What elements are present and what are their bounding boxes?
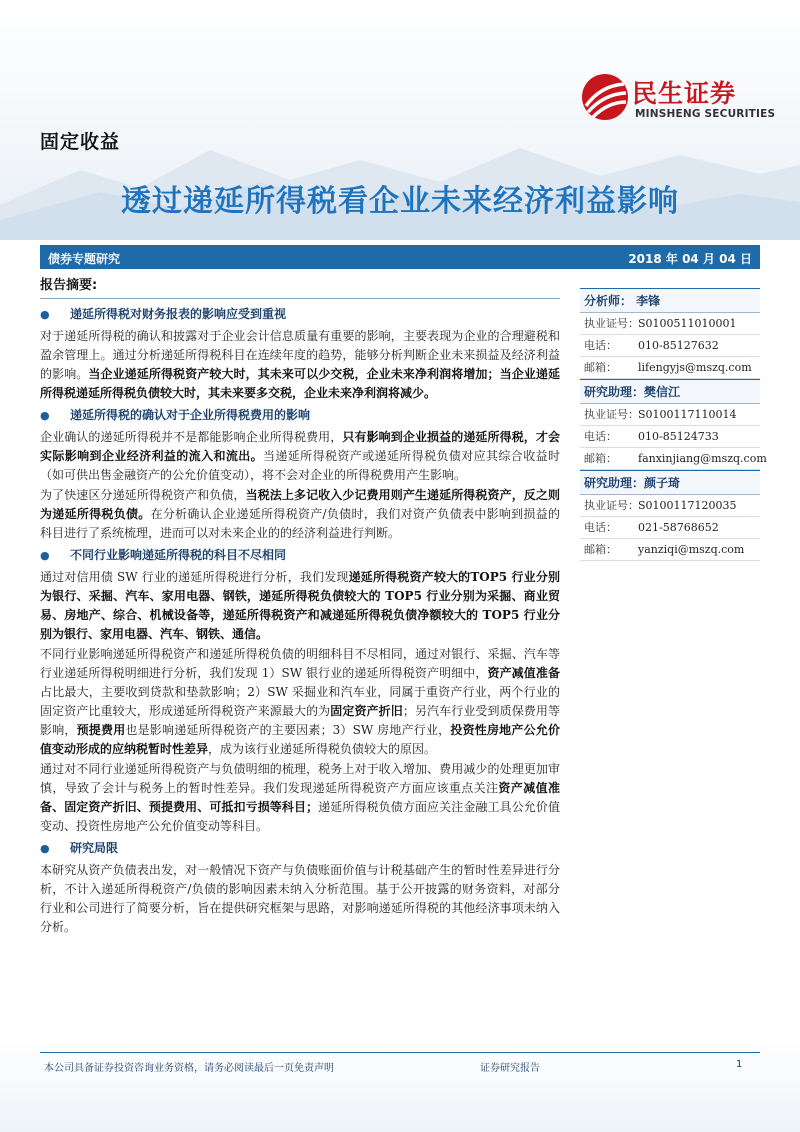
report-category: 固定收益 [40,131,121,153]
info-label: 邮箱： [584,452,617,465]
report-date: 2018 年 04 月 04 日 [628,252,752,266]
body-paragraph [40,428,560,485]
analyst-heading: 研究助理：樊信江 [580,379,760,404]
info-value: 010-85127632 [638,339,719,352]
analyst-info-row [580,426,760,448]
info-value: S0100117110014 [638,408,737,421]
logo-name-cn: 民生证券 [632,79,737,108]
body-text: 通过对不同行业递延所得税资产与负债明细的梳理，税务上对于收入增加、费用减少的处理更加审慎，导致了会计与税务上的暂时性差异。我们发现递延所得税资产方面应该重点关注 [40,762,560,795]
emphasis-text: 投资性房地产公允价值变动形成的应纳税暂时性差异 [40,723,560,756]
body-paragraph [40,760,560,836]
body-text: 为了快速区分递延所得税资产和负债， [40,488,246,502]
body-text: 本研究从资产负债表出发，对一般情况下资产与负债账面价值与计税基础产生的暂时性差异进行分析，不计入递延所得税资产/负债的影响因素未纳入分析范围。基于公开披露的财务资料，对部分行业和公司进行了简要分析，旨在提供研究框架与思路，对影响递延所得税的其他经济事项未纳入分析。 [40,863,560,934]
section-heading [40,546,560,565]
analyst-info-row [580,517,760,539]
body-text: 对于递延所得税的确认和披露对于企业会计信息质量有重要的影响，主要表现为企业的合理避税和盈余管理上。通过分析递延所得税科目在连续年度的趋势，能够分析判断企业未来损益及经济利益的影响。 [40,329,560,381]
section-title: 递延所得税的确认对于企业所得税费用的影响 [70,408,311,422]
info-label: 邮箱： [584,361,617,374]
emphasis-text: 当税法上多记收入少记费用则产生递延所得税资产，反之则为递延所得税负债。 [40,488,560,521]
logo-emblem-icon [580,72,630,122]
body-text: 企业确认的递延所得税并不是都能影响企业所得税费用， [40,430,343,444]
footer-disclaimer: 本公司具备证券投资咨询业务资格，请务必阅读最后一页免责声明 [44,1063,334,1074]
body-text: 也是影响递延所得税资产的主要因素；3）SW 房地产行业， [125,723,451,737]
info-label: 执业证号： [584,499,639,512]
emphasis-text: 当企业递延所得税资产较大时，其未来可以少交税，企业未来净利润将增加；当企业递延所得税递延所得税负债较大时，其未来要多交税，企业未来净利润将减少。 [40,367,560,400]
analyst-info-row [580,357,760,379]
emphasis-text: 预提费用 [76,723,126,737]
analyst-info-row [580,539,760,561]
emphasis-text: 只有影响到企业损益的递延所得税，才会实际影响到企业经济利益的流入和流出。 [40,430,560,463]
body-paragraph [40,327,560,403]
info-label: 执业证号： [584,408,639,421]
section-heading [40,839,560,858]
analyst-panel [580,288,767,561]
analyst-info-row [580,448,767,470]
info-label: 执业证号： [584,317,639,330]
bullet-icon: ● [40,549,50,562]
body-text: ；另汽车行业受到质保费用等影响， [40,704,560,737]
info-value: 010-85124733 [638,430,719,443]
analyst-heading: 分析师： 李锋 [580,288,760,313]
section-heading [40,305,560,324]
abstract-heading: 报告摘要: [40,276,560,299]
body-paragraph [40,645,560,759]
section-title: 不同行业影响递延所得税的科目不尽相同 [70,548,287,562]
logo-name-en: MINSHENG SECURITIES [635,108,776,120]
report-info-bar [40,245,760,269]
info-label: 邮箱： [584,543,617,556]
info-value: yanziqi@mszq.com [638,543,745,556]
emphasis-text: 递延所得税资产较大的TOP5 行业分别为银行、采掘、汽车、家用电器、钢铁，递延所得税负债较大的 TOP5 行业分别为采掘、商业贸易、房地产、综合、机械设备等，递延所得税资产和减递延所得税负债净额较大的 TOP5 行业分别为银行、家用电器、汽车、钢铁、通信。 [40,570,560,641]
page-number: 1 [736,1059,743,1070]
body-paragraph [40,861,560,937]
report-type: 债券专题研究 [48,252,121,266]
info-label: 电话： [584,339,617,352]
analyst-info-row [580,335,760,357]
bullet-icon: ● [40,842,50,855]
emphasis-text: 资产减值准备、固定资产折旧、预提费用、可抵扣亏损等科目； [40,781,560,814]
body-text: 通过对信用债 SW 行业的递延所得税进行分析，我们发现 [40,570,349,584]
body-text: 占比最大，主要收到贷款和垫款影响；2）SW 采掘业和汽车业，同属于重资产行业，两个行业的固定资产比重较大，形成递延所得税资产来源最大的为 [40,685,560,718]
minsheng-logo [580,72,776,132]
analyst-info-row [580,495,760,517]
emphasis-text: 资产减值准备 [487,666,560,680]
info-value: S0100511010001 [638,317,737,330]
emphasis-text: 固定资产折旧 [330,704,403,718]
abstract-body [40,305,560,937]
body-text: 当递延所得税资产或递延所得税负债对应其综合收益时（如可供出售金融资产的公允价值变动），将不会对企业的所得税费用产生影响。 [40,449,560,482]
info-label: 电话： [584,521,617,534]
info-value: 021-58768652 [638,521,719,534]
bullet-icon: ● [40,409,50,422]
section-heading [40,406,560,425]
info-label: 电话： [584,430,617,443]
body-paragraph [40,568,560,644]
body-text: 递延所得税负债方面应关注金融工具公允价值变动、投资性房地产公允价值变动等科目。 [40,800,560,833]
body-text: 不同行业影响递延所得税资产和递延所得税负债的明细科目不尽相同，通过对银行、采掘、汽车等行业递延所得税明细进行分析，我们发现 1）SW 银行业的递延所得税资产明细中， [40,647,560,680]
analyst-info-row [580,313,760,335]
analyst-heading: 研究助理：颜子琦 [580,470,760,495]
info-value: lifengyjs@mszq.com [638,361,752,374]
info-value: fanxinjiang@mszq.com [638,452,767,465]
analyst-info-row [580,404,760,426]
footer-label: 证券研究报告 [480,1063,540,1074]
footer-divider [40,1052,760,1053]
body-text: 在分析确认企业递延所得税资产/负债时，我们对资产负债表中影响到损益的科目进行了系统梳理，进而可以对未来企业的的经济利益进行判断。 [40,507,560,540]
section-title: 研究局限 [70,841,119,855]
analyst-list [580,288,767,561]
abstract-column [40,276,560,938]
info-value: S0100117120035 [638,499,737,512]
body-text: ，成为该行业递延所得税负债较大的原因。 [208,742,437,756]
report-title: 透过递延所得税看企业未来经济利益影响 [121,184,679,219]
body-paragraph [40,486,560,543]
section-title: 递延所得税对财务报表的影响应受到重视 [70,307,287,321]
footer-background [0,1040,800,1132]
bullet-icon: ● [40,308,50,321]
